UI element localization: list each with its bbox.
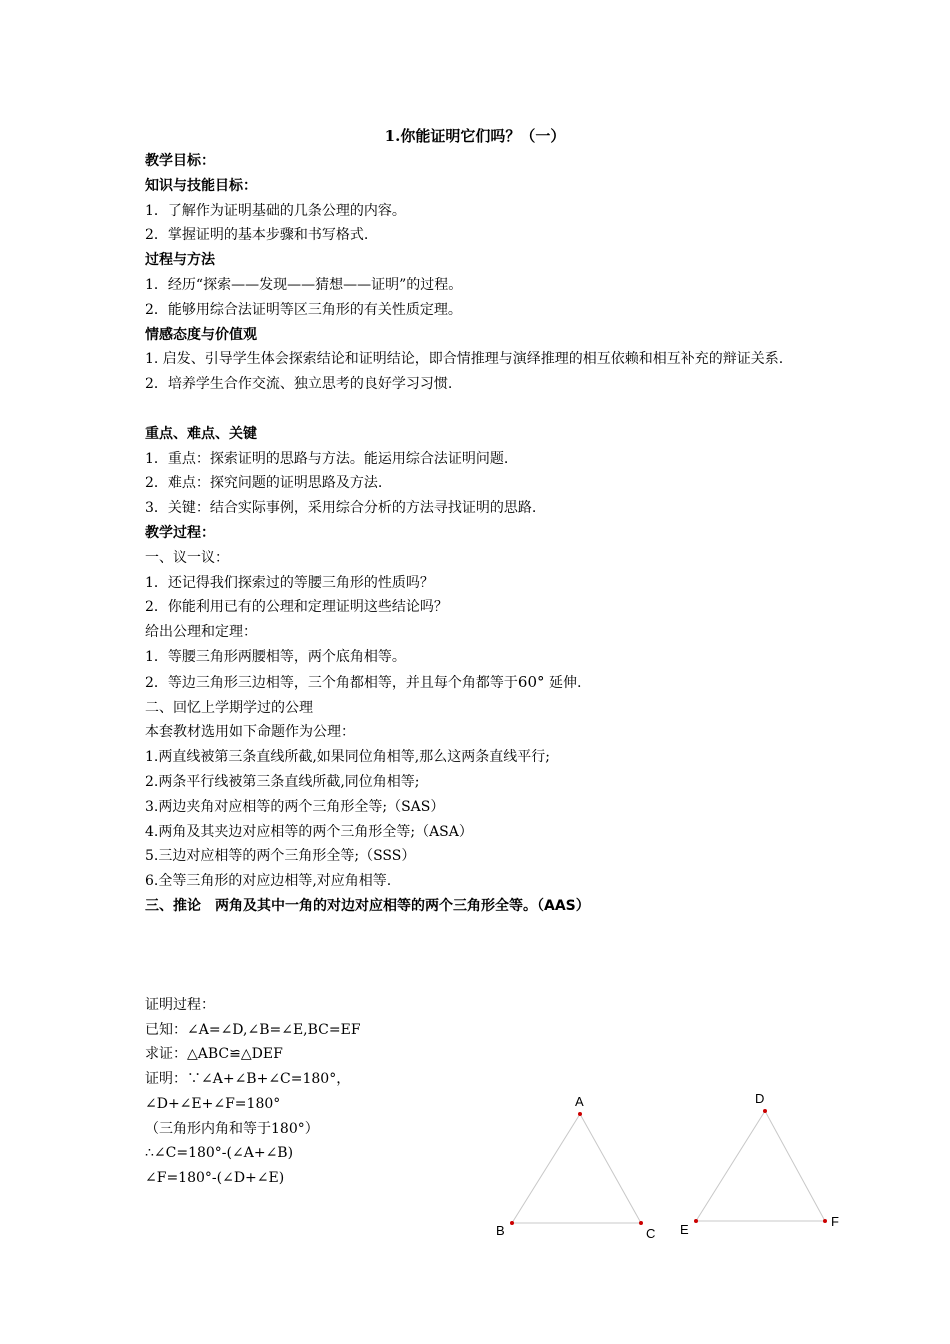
proof-step-1: 证明：∵∠A+∠B+∠C=180°， [145,1071,351,1088]
point-d [763,1109,767,1113]
sixty-degree-formula: 60° [517,672,545,691]
axiom-1: 1.两直线被第三条直线所截,如果同位角相等,那么这两条直线平行; [145,749,550,766]
key-item-1: 1．重点：探索证明的思路与方法。能运用综合法证明问题. [145,450,509,467]
label-c: C [646,1226,656,1241]
process-item-2: 2．能够用综合法证明等区三角形的有关性质定理。 [145,301,462,318]
point-b [510,1221,514,1225]
review-heading: 二、回忆上学期学过的公理 [145,699,313,716]
proof-step-5: ∠F=180°-(∠D+∠E) [145,1170,285,1187]
axiom-6: 6.全等三角形的对应边相等,对应角相等. [145,873,392,890]
knowledge-item-1: 1．了解作为证明基础的几条公理的内容。 [145,202,406,219]
axiom-3: 3.两边夹角对应相等的两个三角形全等;（SAS） [145,798,445,815]
review-intro: 本套教材选用如下命题作为公理： [145,724,355,741]
label-e: E [680,1222,689,1237]
label-b: B [496,1223,505,1238]
triangle-abc [496,1094,655,1241]
point-e [694,1219,698,1223]
proof-goal: 求证：△ABC≌△DEF [145,1046,283,1063]
process-heading: 过程与方法 [145,252,215,269]
process-item-1: 1．经历“探索——发现——猜想——证明”的过程。 [145,276,463,293]
key-item-2: 2．难点：探究问题的证明思路及方法. [145,475,383,492]
discuss-item-2: 2．你能利用已有的公理和定理证明这些结论吗？ [145,599,448,616]
proof-heading: 证明过程： [145,996,215,1013]
theorem-2-text: 2．等边三角形三边相等，三个角都相等，并且每个角都等于 [145,674,518,691]
emotion-heading: 情感态度与价值观 [145,326,257,343]
label-f: F [831,1214,839,1229]
corollary-heading: 三、推论 两角及其中一角的对边对应相等的两个三角形全等。（AAS） [145,897,590,914]
key-item-3: 3．关键：结合实际事例，采用综合分析的方法寻找证明的思路. [145,500,537,517]
discuss-heading: 一、议一议： [145,549,229,566]
triangle-abc-outline [512,1114,641,1223]
proof-step-2: ∠D+∠E+∠F=180° [145,1095,281,1112]
triangle-def [680,1091,839,1237]
axiom-5: 5.三边对应相等的两个三角形全等;（SSS） [145,848,416,865]
theorem-2-tail: 延伸. [548,674,582,691]
knowledge-item-2: 2．掌握证明的基本步骤和书写格式. [145,227,369,244]
emotion-item-2: 2．培养学生合作交流、独立思考的良好学习习惯. [145,376,453,393]
teaching-process-heading: 教学过程： [145,524,215,541]
knowledge-heading: 知识与技能目标： [145,177,257,194]
proof-step-3: （三角形内角和等于180°） [145,1120,319,1137]
point-c [639,1221,643,1225]
axiom-4: 4.两角及其夹边对应相等的两个三角形全等;（ASA） [145,823,473,840]
given-intro: 给出公理和定理： [145,624,257,641]
discuss-item-1: 1．还记得我们探索过的等腰三角形的性质吗？ [145,574,434,591]
key-heading: 重点、难点、关键 [145,425,257,442]
triangle-def-outline [696,1111,825,1221]
point-f [823,1219,827,1223]
proof-known: 已知：∠A=∠D,∠B=∠E,BC=EF [145,1021,361,1038]
goals-heading: 教学目标： [145,153,215,169]
page-title: 1.你能证明它们吗？（一） [384,127,566,145]
emotion-item-1: 1. 启发、引导学生体会探索结论和证明结论，即合情推理与演绎推理的相互依赖和相互补充的辩证关系. [145,351,784,368]
point-a [578,1112,582,1116]
label-a: A [575,1094,584,1109]
proof-step-4: ∴∠C=180°-(∠A+∠B) [145,1145,294,1162]
axiom-2: 2.两条平行线被第三条直线所截,同位角相等; [145,773,420,790]
theorem-1: 1．等腰三角形两腰相等，两个底角相等。 [145,648,406,665]
label-d: D [755,1091,765,1106]
